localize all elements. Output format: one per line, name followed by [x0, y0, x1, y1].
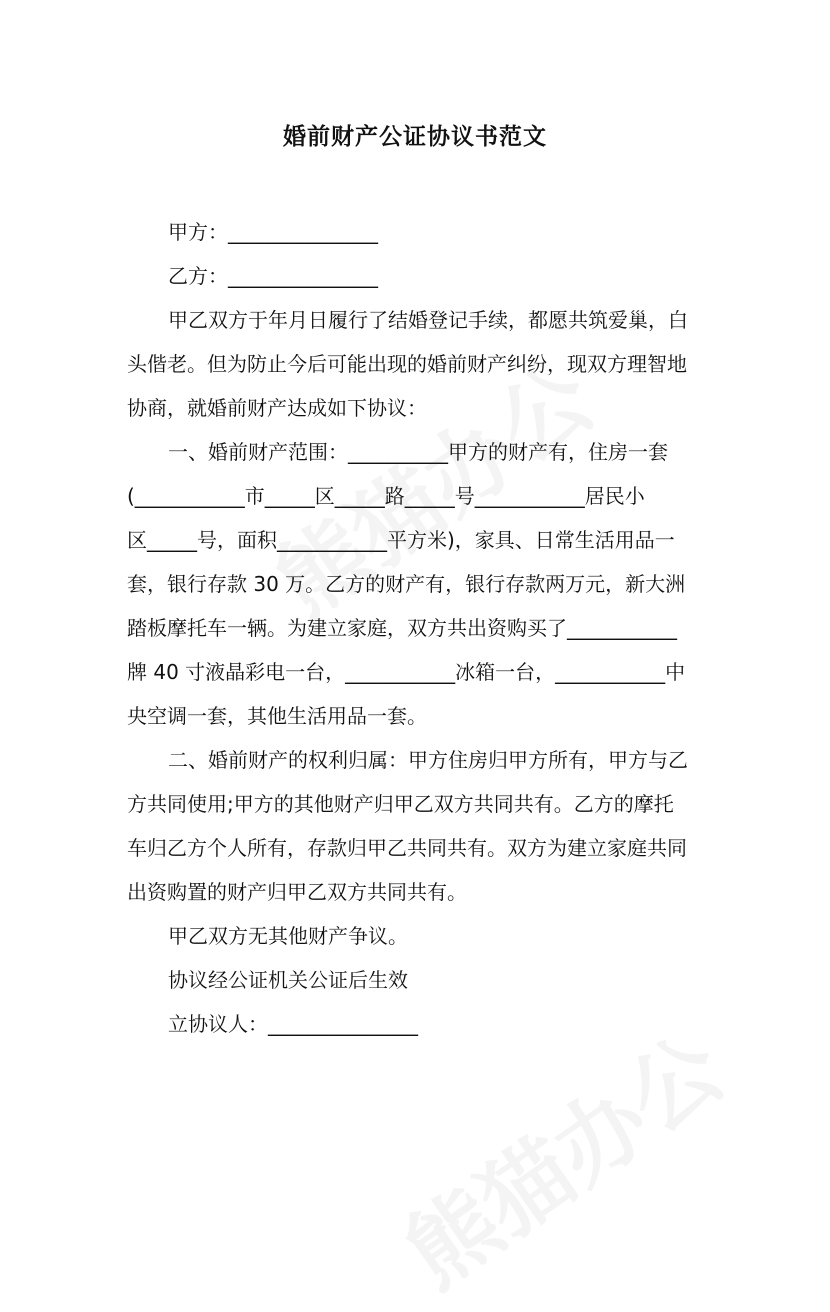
section-2-line-3: 车归乙方个人所有，存款归甲乙共同共有。双方为建立家庭共同 — [127, 836, 687, 860]
section-2-line-1: 二、婚前财产的权利归属：甲方住房归甲方所有，甲方与乙 — [168, 748, 688, 772]
section-1-line-6: 牌 40 寸液晶彩电一台，___________冰箱一台，___________中 — [127, 660, 686, 684]
section-1-line-2: (___________市_____区_____路_____号___________居民小 — [127, 484, 645, 508]
effective-line: 协议经公证机关公证后生效 — [168, 968, 408, 992]
paragraph-intro-line-3: 协商，就婚前财产达成如下协议： — [127, 396, 427, 420]
section-2-line-4: 出资购置的财产归甲乙双方共同共有。 — [127, 880, 467, 904]
paragraph-intro-line-2: 头偕老。但为防止今后可能出现的婚前财产纠纷，现双方理智地 — [127, 352, 687, 376]
signatory-line: 立协议人：_______________ — [168, 1012, 418, 1036]
section-1-line-5: 踏板摩托车一辆。为建立家庭，双方共出资购买了___________ — [127, 616, 677, 640]
section-1-line-3: 区_____号，面积___________平方米)，家具、日常生活用品一 — [127, 528, 675, 552]
section-1-line-7: 央空调一套，其他生活用品一套。 — [127, 704, 427, 728]
section-1-line-4: 套，银行存款 30 万。乙方的财产有，银行存款两万元，新大洲 — [127, 572, 686, 596]
section-2-line-2: 方共同使用;甲方的其他财产归甲乙双方共同共有。乙方的摩托 — [127, 792, 674, 816]
party-a-line: 甲方：_______________ — [168, 220, 378, 244]
no-dispute-line: 甲乙双方无其他财产争议。 — [168, 924, 408, 948]
document-body — [127, 210, 705, 1046]
document-title: 婚前财产公证协议书范文 — [283, 124, 547, 150]
party-b-line: 乙方：_______________ — [168, 264, 378, 288]
paragraph-intro-line-1: 甲乙双方于年月日履行了结婚登记手续，都愿共筑爱巢，白 — [168, 308, 688, 332]
section-1-line-1: 一、婚前财产范围：__________甲方的财产有，住房一套 — [168, 440, 668, 464]
